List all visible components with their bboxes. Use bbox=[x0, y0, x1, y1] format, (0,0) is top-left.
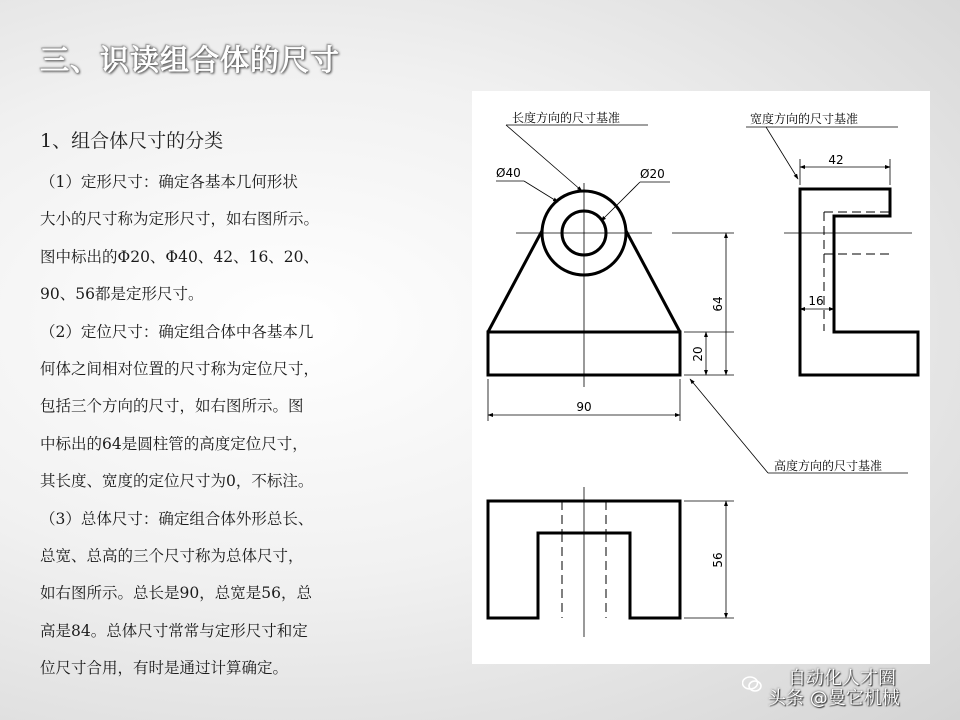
body-line: 位尺寸合用，有时是通过计算确定。 bbox=[40, 659, 289, 678]
dimension-phi40: Ø40 bbox=[496, 166, 521, 180]
body-line: 如右图所示。总长是90，总宽是56，总 bbox=[40, 584, 312, 603]
body-line: 包括三个方向的尺寸，如右图所示。图 bbox=[40, 397, 304, 416]
body-line: （2）定位尺寸：确定组合体中各基本几 bbox=[40, 322, 314, 341]
technical-drawing bbox=[472, 91, 930, 664]
body-line: 图中标出的Φ20、Φ40、42、16、20、 bbox=[40, 247, 320, 266]
dimension-56: 56 bbox=[711, 552, 725, 568]
watermark-line-2: 头条 @曼它机械 bbox=[768, 688, 900, 709]
body-line: 其长度、宽度的定位尺寸为0，不标注。 bbox=[40, 472, 314, 491]
width-datum-label: 宽度方向的尺寸基准 bbox=[750, 112, 859, 126]
dimension-phi20: Ø20 bbox=[640, 167, 665, 181]
slide-title: 三、识读组合体的尺寸 bbox=[40, 43, 341, 77]
body-text bbox=[40, 164, 319, 687]
chat-bubble-icon bbox=[742, 676, 762, 692]
watermark-line-1: 自动化人才圈 bbox=[788, 668, 896, 689]
dimension-64: 64 bbox=[711, 296, 725, 312]
body-line: （3）总体尺寸：确定组合体外形总长、 bbox=[40, 509, 314, 528]
section-heading: 1、组合体尺寸的分类 bbox=[40, 130, 224, 152]
front-view bbox=[488, 125, 734, 421]
body-line: 大小的尺寸称为定形尺寸，如右图所示。 bbox=[40, 210, 320, 229]
body-line: 中标出的64是圆柱管的高度定位尺寸， bbox=[40, 434, 308, 453]
body-line: 90、56都是定形尺寸。 bbox=[40, 285, 204, 304]
top-view bbox=[488, 487, 734, 637]
body-line: 总宽、总高的三个尺寸称为总体尺寸， bbox=[40, 546, 304, 565]
dimension-16: 16 bbox=[808, 294, 824, 308]
body-line: 高是84。总体尺寸常常与定形尺寸和定 bbox=[40, 621, 308, 640]
technical-drawing-panel bbox=[472, 91, 930, 664]
body-line: 何体之间相对位置的尺寸称为定位尺寸， bbox=[40, 359, 320, 378]
dimension-42: 42 bbox=[828, 153, 844, 167]
watermark bbox=[742, 664, 952, 712]
dimension-20: 20 bbox=[691, 346, 705, 362]
height-datum-label: 高度方向的尺寸基准 bbox=[774, 459, 883, 473]
dimension-90: 90 bbox=[576, 400, 592, 414]
body-line: （1）定形尺寸：确定各基本几何形状 bbox=[40, 173, 298, 191]
length-datum-label: 长度方向的尺寸基准 bbox=[512, 111, 621, 125]
